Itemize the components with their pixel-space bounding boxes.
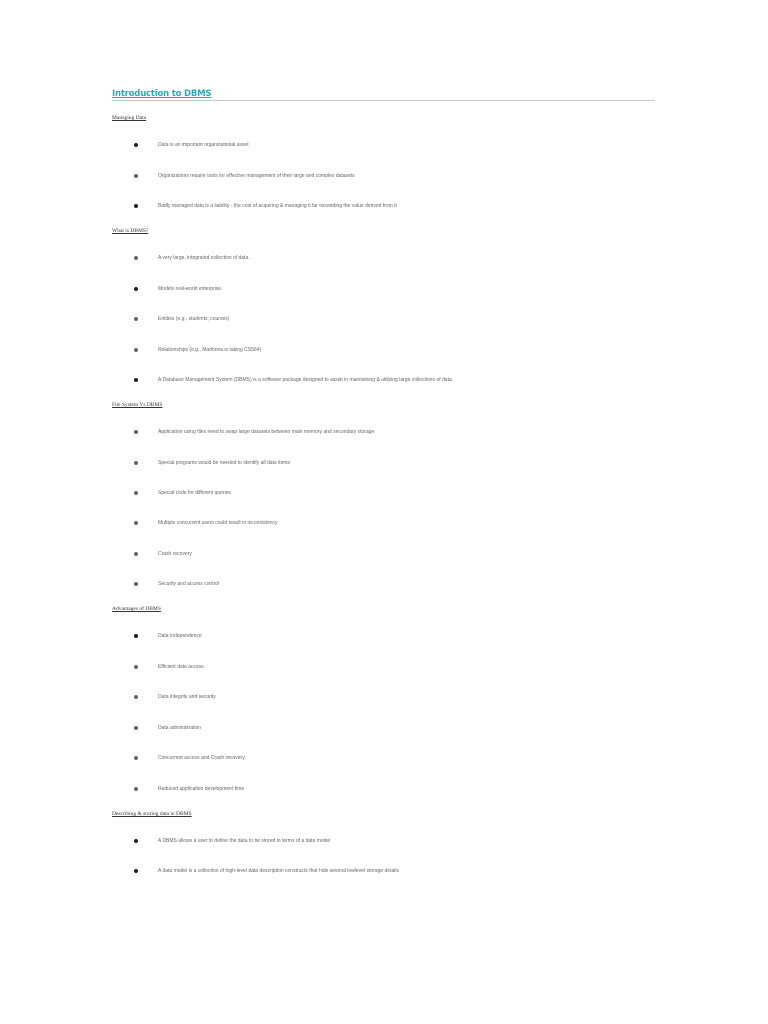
list-item-label: Multiple concurrent users could result in inconsistency xyxy=(158,520,278,526)
document-title: Introduction to DBMS xyxy=(112,89,212,99)
list-item-label: Models real-world enterprise. xyxy=(158,286,223,292)
list-item-label: A DBMS allows a user to define the data to be stored in terms of a data model xyxy=(158,838,331,844)
list-item xyxy=(134,375,454,385)
list-item xyxy=(134,723,202,733)
list-item-label: Concurrent access and Crash recovery xyxy=(158,755,245,761)
list-item xyxy=(134,753,245,763)
list-item xyxy=(134,345,262,355)
bullet-icon xyxy=(134,317,138,321)
list-item-label: Data administration xyxy=(158,725,202,731)
list-item-label: Badly managed data is a liability - the cost of acquiring & managing it far exceeding the value derived from it xyxy=(158,203,397,209)
bullet-icon xyxy=(134,143,138,147)
list-item xyxy=(134,284,223,294)
list-item-label: Relationships (e.g., Madonna is taking CS564) xyxy=(158,347,262,353)
list-item-label: Organizations require tools for effective management of their large and complex datasets xyxy=(158,173,355,179)
list-item xyxy=(134,549,192,559)
bullet-icon xyxy=(134,695,138,699)
list-item xyxy=(134,518,278,528)
list-item xyxy=(134,140,249,150)
list-item-label: Data Independence xyxy=(158,633,202,639)
bullet-icon xyxy=(134,430,138,434)
section-heading-describing-storing-data: Describing & storing data in DBMS xyxy=(112,811,192,817)
list-item-label: Entities (e.g., students, courses) xyxy=(158,316,230,322)
bullet-icon xyxy=(134,204,138,208)
list-item-label: A data model is a collection of high-level data description constructs that hide several lowlevel storage details xyxy=(158,868,399,874)
bullet-icon xyxy=(134,491,138,495)
list-item-label: Special code for different queries xyxy=(158,490,232,496)
bullet-icon xyxy=(134,461,138,465)
list-item xyxy=(134,662,204,672)
list-item xyxy=(134,579,220,589)
list-item xyxy=(134,866,399,876)
list-item-label: Reduced application development time xyxy=(158,786,245,792)
list-item-label: is an important organizational asset xyxy=(168,142,249,148)
bullet-icon xyxy=(134,665,138,669)
list-item xyxy=(134,631,202,641)
bullet-icon xyxy=(134,582,138,586)
bullet-icon xyxy=(134,378,138,382)
section-heading-advantages-of-dbms: Advantages of DBMS xyxy=(112,606,161,612)
list-item xyxy=(134,488,232,498)
list-item-label: A Database Management System (DBMS) is a software package designed to assist in maintaining & utilizing large collections of data. xyxy=(158,377,454,383)
list-item-text xyxy=(158,142,249,148)
title-divider xyxy=(112,100,655,101)
section-heading-file-system-vs-dbms: File System Vs DBMS xyxy=(112,402,163,408)
list-item xyxy=(134,692,216,702)
list-item xyxy=(134,458,291,468)
bullet-icon xyxy=(134,256,138,260)
bullet-icon xyxy=(134,726,138,730)
list-item-label: Efficient data access xyxy=(158,664,204,670)
section-heading-what-is-dbms: What is DBMS? xyxy=(112,228,149,234)
section-heading-managing-data: Managing Data xyxy=(112,115,147,121)
list-item-italic: Data xyxy=(158,142,169,148)
bullet-icon xyxy=(134,174,138,178)
list-item xyxy=(134,253,250,263)
bullet-icon xyxy=(134,552,138,556)
bullet-icon xyxy=(134,287,138,291)
list-item xyxy=(134,171,355,181)
bullet-icon xyxy=(134,521,138,525)
list-item-label: Special programs would be needed to identify all data items xyxy=(158,460,291,466)
bullet-icon xyxy=(134,348,138,352)
list-item-label: Crash recovery xyxy=(158,551,192,557)
bullet-icon xyxy=(134,756,138,760)
list-item xyxy=(134,784,245,794)
list-item-label: Data integrity and security xyxy=(158,694,216,700)
list-item xyxy=(134,201,397,211)
list-item xyxy=(134,314,230,324)
list-item-label: Security and access control xyxy=(158,581,220,587)
list-item xyxy=(134,427,375,437)
list-item-label: A very large, integrated collection of data. xyxy=(158,255,250,261)
list-item xyxy=(134,836,331,846)
bullet-icon xyxy=(134,787,138,791)
bullet-icon xyxy=(134,869,138,873)
list-item-label: Application using files need to swap large datasets between main memory and secondary storage xyxy=(158,429,375,435)
bullet-icon xyxy=(134,839,138,843)
bullet-icon xyxy=(134,634,138,638)
